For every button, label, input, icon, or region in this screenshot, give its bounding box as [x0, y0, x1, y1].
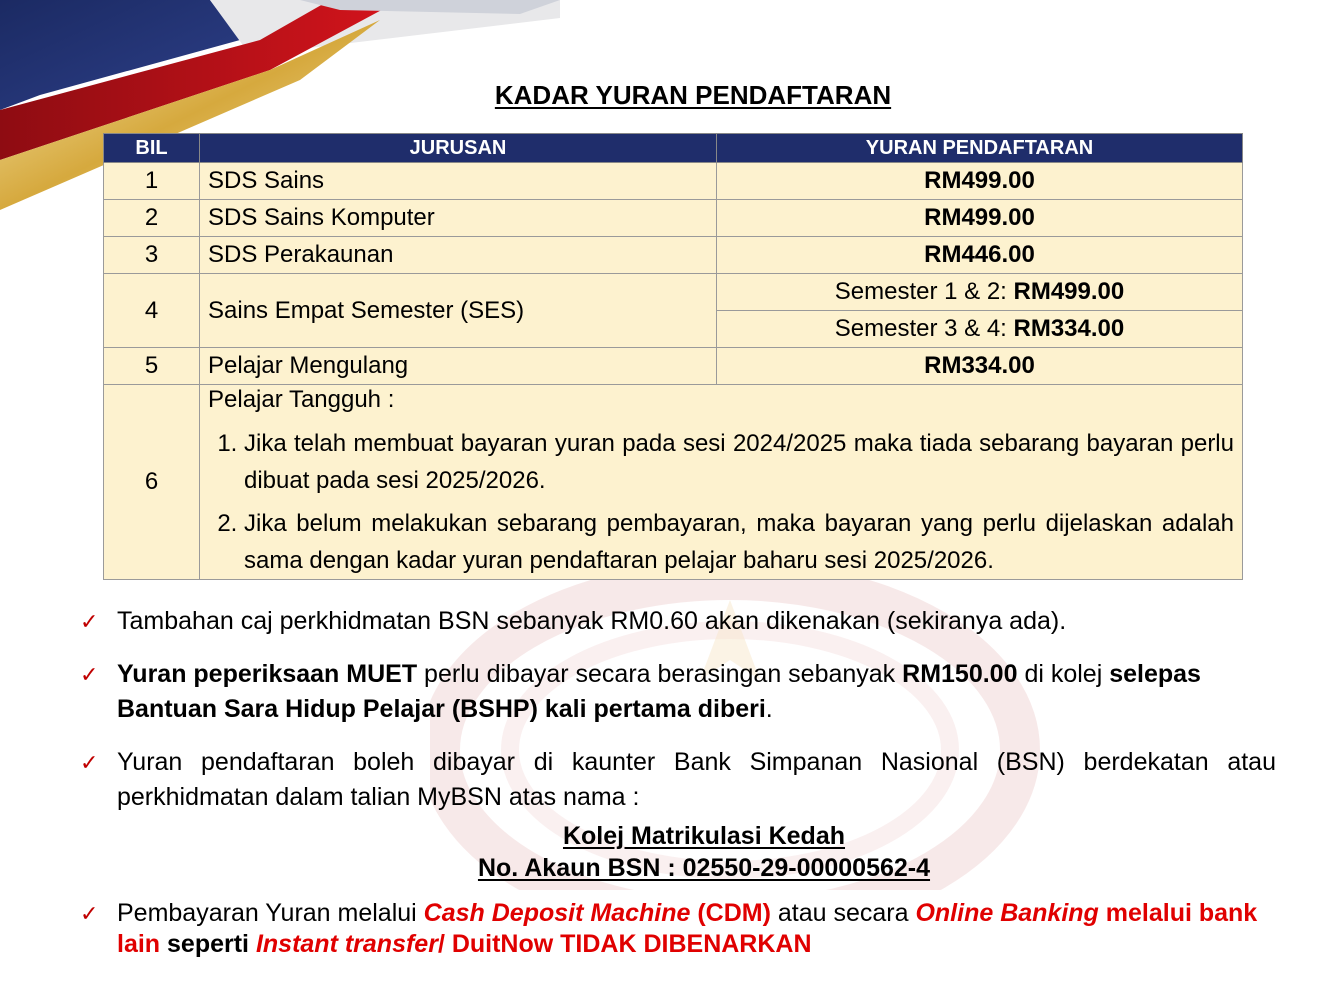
course-name: SDS Perakaunan	[200, 237, 717, 274]
muet-label: Yuran peperiksaan MUET	[117, 660, 418, 688]
course-name: Sains Empat Semester (SES)	[200, 274, 717, 348]
row-number: 2	[104, 200, 200, 237]
fee-amount: RM334.00	[717, 348, 1243, 385]
check-icon: ✓	[80, 662, 99, 687]
duitnow-text: / DuitNow	[437, 930, 554, 958]
header-jurusan: JURUSAN	[200, 134, 717, 163]
note-text: Yuran pendaftaran boleh dibayar di kaunter Bank Simpanan Nasional (BSN) berdekatan atau perkhidmatan dalam talian MyBSN atas nama :	[117, 748, 1276, 811]
note-payment-restriction	[80, 898, 1276, 960]
semester-fee-2	[717, 311, 1243, 348]
note-muet-fee	[80, 657, 1276, 727]
table-row	[104, 385, 1243, 580]
note-text: atau secara	[770, 899, 916, 927]
muet-amount: RM150.00	[902, 660, 1018, 688]
duitnow-label	[438, 930, 553, 958]
row-number: 6	[104, 385, 200, 580]
not-allowed-label: TIDAK DIBENARKAN	[553, 930, 812, 958]
note-text: perlu dibayar secara berasingan sebanyak	[417, 660, 903, 688]
course-name: SDS Sains	[200, 163, 717, 200]
deferred-note: 2. Jika belum melakukan sebarang pembayaran, maka bayaran yang perlu dijelaskan adalah sama dengan kadar yuran pendaftaran pelajar baharu sesi 2025/2026.	[244, 505, 1234, 579]
semester-amount: RM499.00	[1013, 278, 1125, 305]
other-bank-label: melalui bank lain	[117, 899, 1258, 958]
deferred-heading: Pelajar Tangguh :	[208, 386, 395, 413]
account-name: Kolej Matrikulasi Kedah	[562, 822, 846, 850]
header-bil: BIL	[104, 134, 200, 163]
semester-label: Semester 3 & 4:	[834, 315, 1014, 342]
check-icon: ✓	[80, 750, 99, 775]
table-header-row	[104, 134, 1243, 163]
note-text: Pembayaran Yuran melalui	[117, 899, 424, 927]
table-row	[104, 163, 1243, 200]
course-name: Pelajar Mengulang	[200, 348, 717, 385]
row-number: 5	[104, 348, 200, 385]
semester-amount: RM334.00	[1013, 315, 1125, 342]
note-text: seperti	[160, 930, 256, 958]
course-name: SDS Sains Komputer	[200, 200, 717, 237]
note-bsn-charge	[80, 604, 1276, 639]
page-title: KADAR YURAN PENDAFTARAN	[494, 80, 892, 110]
fee-amount: RM499.00	[717, 163, 1243, 200]
deferred-note: 1. Jika telah membuat bayaran yuran pada sesi 2024/2025 maka tiada sebarang bayaran perlu dibuat pada sesi 2025/2026.	[244, 425, 1234, 499]
table-row	[104, 348, 1243, 385]
note-text: .	[765, 695, 773, 723]
table-row	[104, 237, 1243, 274]
note-text: Tambahan caj perkhidmatan BSN sebanyak RM0.60 akan dikenakan (sekiranya ada).	[117, 607, 1067, 635]
account-number: No. Akaun BSN : 02550-29-00000562-4	[477, 854, 931, 882]
online-banking-label: Online Banking	[915, 899, 1099, 927]
row-number: 4	[104, 274, 200, 348]
deferred-student-cell	[200, 385, 1243, 580]
cdm-label: Cash Deposit Machine	[423, 899, 691, 927]
fee-table	[103, 133, 1243, 580]
table-row	[104, 200, 1243, 237]
check-icon: ✓	[80, 901, 99, 926]
deferred-notes-list	[208, 425, 1234, 579]
check-icon: ✓	[80, 609, 99, 634]
muet-condition: selepas Bantuan Sara Hidup Pelajar (BSHP) kali pertama diberi	[117, 660, 1201, 723]
row-number: 1	[104, 163, 200, 200]
semester-label: Semester 1 & 2:	[834, 278, 1014, 305]
note-payment-method	[80, 745, 1276, 815]
row-number: 3	[104, 237, 200, 274]
note-text: di kolej	[1017, 660, 1110, 688]
instant-transfer-label: Instant transfer	[255, 930, 438, 958]
semester-fee-1	[717, 274, 1243, 311]
fee-amount: RM499.00	[717, 200, 1243, 237]
bank-account-info	[0, 820, 1344, 884]
header-yuran: YURAN PENDAFTARAN	[717, 134, 1243, 163]
table-row	[104, 274, 1243, 311]
fee-amount: RM446.00	[717, 237, 1243, 274]
cdm-abbrev: (CDM)	[690, 899, 771, 927]
